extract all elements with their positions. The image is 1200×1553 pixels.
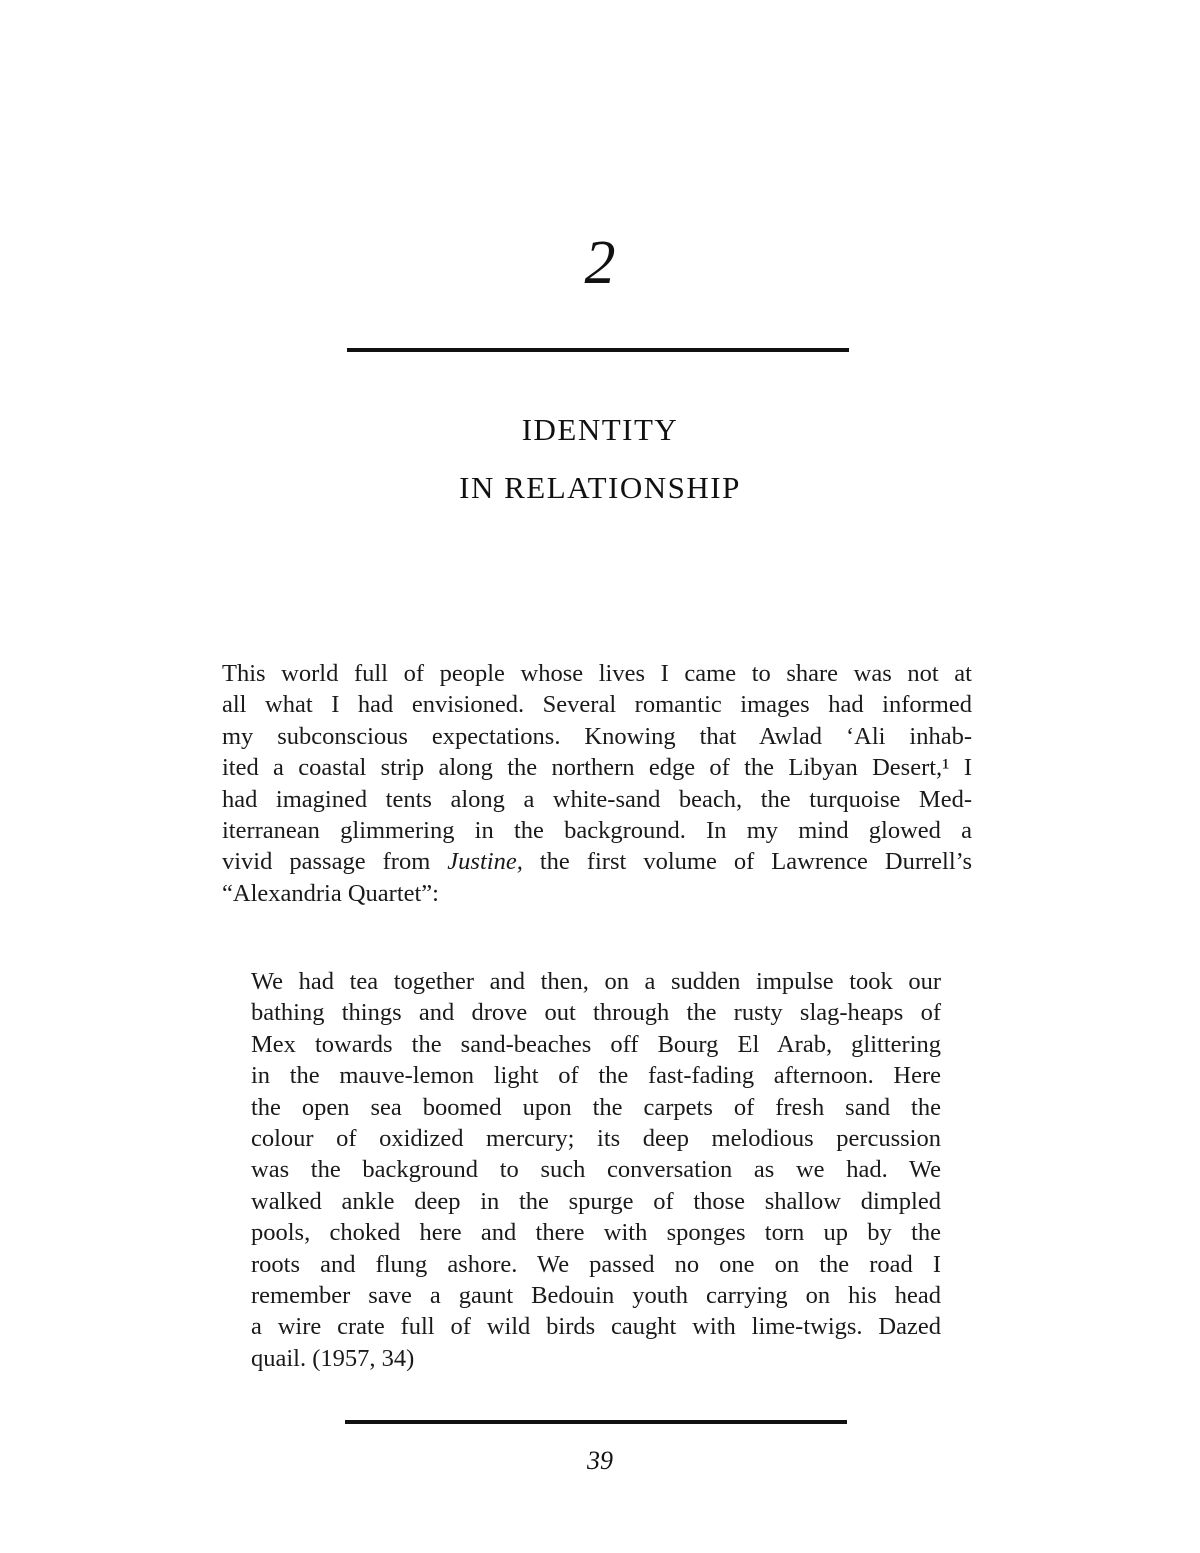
body-line — [222, 846, 972, 877]
body-line: ited a coastal strip along the northern edge of the Libyan Desert,¹ I — [222, 754, 972, 782]
quote-line: roots and flung ashore. We passed no one on the road I — [251, 1250, 941, 1278]
quote-line: remember save a gaunt Bedouin youth carrying on his head — [251, 1282, 941, 1310]
quote-line: was the background to such conversation as we had. We — [251, 1156, 941, 1184]
quote-line: quail. (1957, 34) — [251, 1344, 415, 1372]
body-line: “Alexandria Quartet”: — [222, 879, 439, 907]
chapter-title-line-1: IDENTITY — [521, 412, 679, 447]
body-line: iterranean glimmering in the background. In my mind glowed a — [222, 817, 972, 845]
quote-line: bathing things and drove out through the rusty slag-heaps of — [251, 999, 941, 1027]
body-line: my subconscious expectations. Knowing that Awlad ‘Ali inhab- — [222, 722, 972, 750]
quote-line: pools, choked here and there with sponges torn up by the — [251, 1219, 941, 1247]
page-number: 39 — [587, 1446, 613, 1475]
body-line: all what I had envisioned. Several romantic images had informed — [222, 691, 972, 719]
body-line: had imagined tents along a white-sand beach, the turquoise Med- — [222, 785, 972, 813]
chapter-number: 2 — [584, 229, 616, 297]
body-text: the first volume of Lawrence Durrell’s — [522, 848, 972, 876]
quote-line: the open sea boomed upon the carpets of fresh sand the — [251, 1093, 941, 1121]
top-rule — [347, 348, 849, 352]
block-quote — [251, 966, 941, 1374]
book-title-justine: Justine, — [447, 848, 523, 876]
quote-line: Mex towards the sand-beaches off Bourg El Arab, glittering — [251, 1030, 941, 1058]
quote-line: a wire crate full of wild birds caught with lime-twigs. Dazed — [251, 1313, 941, 1341]
bottom-rule — [345, 1420, 847, 1424]
quote-line: in the mauve-lemon light of the fast-fading afternoon. Here — [251, 1062, 941, 1090]
body-text: vivid passage from — [222, 848, 448, 876]
quote-line: We had tea together and then, on a sudden impulse took our — [251, 968, 941, 995]
body-paragraph — [222, 658, 972, 909]
quote-line: colour of oxidized mercury; its deep melodious percussion — [251, 1125, 941, 1153]
quote-line: walked ankle deep in the spurge of those shallow dimpled — [251, 1187, 941, 1215]
chapter-title-line-2: IN RELATIONSHIP — [459, 470, 741, 505]
body-line: This world full of people whose lives I came to share was not at — [222, 660, 972, 687]
